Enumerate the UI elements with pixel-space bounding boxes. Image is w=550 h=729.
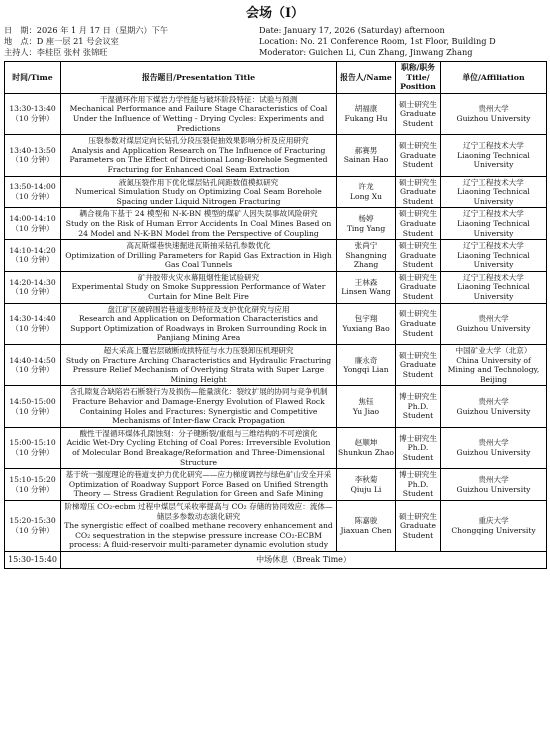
affiliation-cell — [441, 176, 547, 208]
speaker-zh: 张尚宁 — [354, 241, 378, 251]
position-en: Graduate Student — [399, 250, 437, 270]
table-row — [5, 208, 547, 240]
affiliation-cell — [441, 208, 547, 240]
title-cell — [61, 93, 337, 134]
position-en: Ph.D. Student — [402, 401, 434, 421]
title-zh: 基于统一强度理论的巷道支护力优化研究——应力梯度调控与绿色矿山安全开采 — [65, 470, 332, 480]
speaker-zh: 许龙 — [358, 182, 374, 192]
affiliation-zh: 辽宁工程技术大学 — [463, 241, 524, 251]
affiliation-zh: 贵州大学 — [478, 314, 509, 324]
title-en: Optimization of Roadway Support Force Based on Unified Strength Theory — Stress Gradient Regulation for Green and Safe Mining — [68, 479, 329, 499]
speaker-en: Ting Yang — [346, 223, 386, 233]
title-zh: 阶梯增压 CO₂-ecbm 过程中煤层气采收率提高与 CO₂ 存储的协同效应：流体—储层多参数动态演化研究 — [64, 501, 333, 521]
title-en: Experimental Study on Smoke Suppression Performance of Water Curtain for Mine Belt Fire — [71, 282, 326, 302]
duration: （10 分钟） — [11, 223, 54, 233]
speaker-zh: 陈嘉骏 — [354, 516, 378, 526]
title-cell — [61, 469, 337, 501]
position-en: Ph.D. Student — [402, 443, 434, 462]
speaker-en: Jiaxuan Chen — [340, 525, 392, 535]
affiliation-zh: 中国矿业大学（北京） — [455, 346, 532, 356]
title-en: The synergistic effect of coalbed methane recovery enhancement and CO₂ sequestration in the stepwise pressure increase CO₂-ECBM process: A fluid-reservoir multi-parameter dynamic evolution study — [64, 521, 333, 550]
speaker-en: Fukang Hu — [344, 113, 388, 123]
speaker-en: Sainan Hao — [343, 155, 389, 165]
title-zh: 高瓦斯煤巷快速掘进瓦斯抽采钻孔参数优化 — [126, 241, 271, 251]
title-cell — [61, 427, 337, 468]
time-cell — [5, 93, 61, 134]
speaker-en: Long Xu — [349, 191, 383, 201]
title-en: Optimization of Drilling Parameters for Rapid Gas Extraction in High Gas Coal Tunnels — [65, 250, 332, 270]
speaker-en: Yuxiang Bao — [342, 323, 390, 333]
position-cell — [396, 135, 441, 176]
title-cell — [61, 386, 337, 427]
time-cell — [5, 345, 61, 386]
position-zh: 硕士研究生 — [399, 241, 437, 251]
position-en: Graduate Student — [399, 187, 437, 206]
table-row — [5, 427, 547, 468]
schedule-table — [4, 61, 547, 569]
time-slot: 15:20-15:30 — [9, 516, 56, 526]
position-zh: 硕士研究生 — [399, 511, 437, 521]
speaker-cell — [337, 500, 396, 551]
title-en: Study on the Risk of Human Error Accidents In Coal Mines Based on 24 Model and N-K-BN Model from the Perspective of Coupling — [65, 218, 332, 238]
affiliation-en: Guizhou University — [456, 484, 531, 494]
title-cell — [61, 500, 337, 551]
table-row — [5, 135, 547, 176]
title-zh: 酸性干湿循环煤体孔隙蚀刻：分子键断裂/重组与三维结构的不可逆演化 — [79, 428, 318, 438]
title-en: Research and Application on Deformation Characteristics and Support Optimization of Roadways in Broken Surrounding Rock in Panjiang Mining Area — [70, 314, 327, 343]
duration: （10 分钟） — [11, 323, 54, 333]
duration: （10 分钟） — [11, 365, 54, 375]
title-zh: 压裂参数对煤层定向长钻孔分段压裂促抽效果影响分析及应用研究 — [88, 136, 309, 146]
time-slot: 13:40-13:50 — [9, 145, 56, 155]
time-cell — [5, 176, 61, 208]
time-slot: 15:10-15:20 — [9, 474, 56, 484]
affiliation-cell — [441, 303, 547, 344]
position-zh: 硕士研究生 — [399, 272, 437, 282]
speaker-cell — [337, 469, 396, 501]
title-zh: 耦合视角下基于 24 模型和 N-K-BN 模型的煤矿人因失误事故风险研究 — [79, 209, 318, 219]
position-zh: 硕士研究生 — [399, 177, 437, 187]
position-en: Graduate Student — [399, 319, 437, 338]
affiliation-en: Guizhou University — [456, 113, 531, 123]
session-info — [4, 25, 546, 58]
speaker-en: Yongqi Lian — [343, 365, 389, 375]
time-slot: 14:50-15:00 — [9, 397, 56, 406]
date-en: Date: January 17, 2026 (Saturday) afternoon — [259, 25, 445, 35]
table-row — [5, 303, 547, 344]
title-cell — [61, 240, 337, 272]
break-row — [5, 551, 547, 568]
title-en: Analysis and Application Research on The Influence of Fracturing Parameters on The Effect of Directional Long-Borehole Segmented Fracturing for Enhanced Coal Seam Extraction — [69, 145, 328, 174]
position-cell — [396, 208, 441, 240]
table-header-row — [5, 62, 547, 94]
affiliation-en: Guizhou University — [456, 406, 531, 416]
speaker-cell — [337, 303, 396, 344]
affiliation-cell — [441, 135, 547, 176]
position-cell — [396, 427, 441, 468]
duration: （10 分钟） — [11, 287, 54, 297]
speaker-en: Linsen Wang — [341, 287, 391, 297]
position-en: Graduate Student — [399, 218, 437, 238]
position-en: Graduate Student — [399, 109, 437, 128]
duration: （10 分钟） — [11, 255, 54, 265]
position-zh: 硕士研究生 — [399, 350, 437, 360]
title-cell — [61, 176, 337, 208]
affiliation-cell — [441, 240, 547, 272]
affiliation-cell — [441, 93, 547, 134]
title-zh: 超大采高上覆岩层破断成拱特征与水力压裂卸压机理研究 — [103, 346, 294, 356]
time-cell — [5, 427, 61, 468]
position-cell — [396, 93, 441, 134]
affiliation-en: Liaoning Technical University — [457, 187, 530, 206]
position-cell — [396, 271, 441, 303]
duration: （10 分钟） — [11, 525, 54, 535]
table-row — [5, 386, 547, 427]
time-cell — [5, 500, 61, 551]
time-cell — [5, 240, 61, 272]
break-time: 15:30-15:40 — [5, 551, 61, 568]
position-cell — [396, 345, 441, 386]
speaker-zh: 胡福康 — [354, 104, 378, 114]
speaker-en: Shunkun Zhao — [338, 447, 394, 457]
time-cell — [5, 208, 61, 240]
session-title: 会场（I） — [245, 6, 305, 21]
affiliation-cell — [441, 469, 547, 501]
position-zh: 硕士研究生 — [399, 209, 437, 219]
schedule-body — [5, 93, 547, 551]
affiliation-zh: 贵州大学 — [478, 397, 509, 406]
title-zh: 盘江矿区破碎围岩巷道变形特征及支护优化研究与应用 — [107, 304, 290, 314]
time-cell — [5, 469, 61, 501]
position-cell — [396, 303, 441, 344]
position-zh: 博士研究生 — [399, 433, 437, 443]
position-cell — [396, 176, 441, 208]
speaker-zh: 赵顺坤 — [354, 438, 378, 448]
position-en: Graduate Student — [399, 150, 437, 170]
position-en: Graduate Student — [399, 282, 437, 302]
speaker-cell — [337, 208, 396, 240]
table-row — [5, 93, 547, 134]
speaker-cell — [337, 93, 396, 134]
position-zh: 硕士研究生 — [399, 309, 437, 319]
affiliation-zh: 贵州大学 — [478, 474, 509, 484]
time-slot: 15:00-15:10 — [9, 438, 56, 448]
duration: （10 分钟） — [11, 484, 54, 494]
time-cell — [5, 303, 61, 344]
affiliation-zh: 贵州大学 — [478, 104, 509, 114]
time-slot: 14:40-14:50 — [9, 355, 56, 365]
title-en: Study on Fracture Arching Characteristics and Hydraulic Fracturing Pressure Relief Mechanism of Overlying Strata with Super Large Mining Height — [65, 355, 332, 384]
table-row — [5, 345, 547, 386]
affiliation-cell — [441, 271, 547, 303]
speaker-en: Qiuju Li — [350, 484, 382, 494]
affiliation-zh: 贵州大学 — [478, 438, 509, 448]
time-slot: 14:10-14:20 — [9, 245, 56, 255]
speaker-zh: 包宇翔 — [354, 314, 378, 324]
time-cell — [5, 135, 61, 176]
time-cell — [5, 271, 61, 303]
affiliation-en: Liaoning Technical University — [457, 150, 530, 170]
title-en: Mechanical Performance and Failure Stage Characteristics of Coal Under the Influence of Wetting - Drying Cycles: Experiments and Predictions — [69, 104, 328, 133]
position-en: Graduate Student — [399, 360, 437, 380]
table-row — [5, 469, 547, 501]
speaker-cell — [337, 271, 396, 303]
time-slot: 14:30-14:40 — [9, 314, 56, 324]
title-en: Numerical Simulation Study on Optimizing Coal Seam Borehole Spacing under Liquid Nitrogen Fracturing — [75, 187, 322, 206]
position-cell — [396, 386, 441, 427]
affiliation-cell — [441, 500, 547, 551]
time-slot: 13:50-14:00 — [9, 182, 56, 192]
affiliation-en: Liaoning Technical University — [457, 282, 530, 302]
location-zh: 地 点：D 座一层 21 号会议室 — [4, 36, 119, 46]
affiliation-cell — [441, 427, 547, 468]
position-en: Graduate Student — [399, 521, 437, 540]
affiliation-cell — [441, 386, 547, 427]
affiliation-zh: 重庆大学 — [478, 516, 509, 526]
session-info-en — [259, 25, 546, 58]
speaker-zh: 杨婷 — [358, 214, 374, 224]
time-slot: 14:20-14:30 — [9, 277, 56, 287]
affiliation-en: Guizhou University — [456, 323, 531, 333]
position-zh: 硕士研究生 — [399, 99, 437, 109]
title-cell — [61, 345, 337, 386]
affiliation-en: China University of Mining and Technology, Beijing — [447, 355, 540, 384]
speaker-cell — [337, 386, 396, 427]
title-cell — [61, 135, 337, 176]
break-label: 中场休息（Break Time） — [61, 551, 547, 568]
title-zh: 干湿循环作用下煤岩力学性能与破坏阶段特征：试验与预测 — [99, 94, 298, 104]
affiliation-zh: 辽宁工程技术大学 — [463, 177, 524, 187]
speaker-cell — [337, 176, 396, 208]
session-info-zh — [4, 25, 259, 58]
date-zh: 日 期：2026 年 1 月 17 日（星期六）下午 — [4, 25, 169, 35]
table-row — [5, 176, 547, 208]
table-row — [5, 500, 547, 551]
position-cell — [396, 240, 441, 272]
affiliation-en: Chongqing University — [451, 525, 536, 535]
affiliation-en: Guizhou University — [456, 447, 531, 457]
speaker-en: Shangning Zhang — [345, 250, 387, 270]
affiliation-cell — [441, 345, 547, 386]
title-zh: 含孔隙复合缺陷岩石断裂行为及损伤—能量演化：裂纹扩展的协同与竞争机制 — [69, 387, 328, 397]
header-speaker: 报告人/Name — [337, 62, 396, 94]
affiliation-en: Liaoning Technical University — [457, 218, 530, 238]
title-en: Acidic Wet-Dry Cycling Etching of Coal Pores: Irreversible Evolution of Molecular Bond Breakage/Reformation and Three-Dimensional Structure — [66, 438, 331, 467]
duration: （10 分钟） — [11, 191, 54, 201]
affiliation-zh: 辽宁工程技术大学 — [463, 209, 524, 219]
duration: （10 分钟） — [11, 155, 54, 165]
affiliation-en: Liaoning Technical University — [457, 250, 530, 270]
speaker-cell — [337, 345, 396, 386]
title-zh: 液氮压裂作用下优化煤层钻孔间距数值模拟研究 — [118, 177, 279, 187]
title-zh: 矿井胶带火灾水幕阻烟性能试验研究 — [137, 272, 260, 282]
header-affiliation: 单位/Affiliation — [441, 62, 547, 94]
location-en: Location: No. 21 Conference Room, 1st Floor, Building D — [259, 36, 496, 46]
time-slot: 14:00-14:10 — [9, 214, 56, 224]
speaker-cell — [337, 427, 396, 468]
speaker-zh: 廉永奇 — [354, 355, 378, 365]
header-title: 报告题目/Presentation Title — [61, 62, 337, 94]
speaker-cell — [337, 135, 396, 176]
affiliation-zh: 辽宁工程技术大学 — [463, 272, 524, 282]
header-position: 职称/职务 Title/ Position — [396, 62, 441, 94]
position-zh: 博士研究生 — [399, 392, 437, 402]
title-en: Fracture Behavior and Damage-Energy Evolution of Flawed Rock Containing Holes and Fractures: Synergistic and Competitive Mechanisms of Inter-flaw Crack Propagation — [72, 397, 325, 426]
moderator-en: Moderator: Guichen Li, Cun Zhang, Jinwang Zhang — [259, 47, 473, 57]
table-row — [5, 271, 547, 303]
moderator-zh: 主持人：李桂臣 张村 张锦旺 — [4, 47, 108, 57]
speaker-zh: 郝赛男 — [354, 145, 378, 155]
time-cell — [5, 386, 61, 427]
speaker-zh: 王林森 — [354, 277, 378, 287]
duration: （10 分钟） — [11, 406, 54, 416]
title-cell — [61, 208, 337, 240]
position-en: Ph.D. Student — [402, 479, 434, 499]
table-row — [5, 240, 547, 272]
affiliation-zh: 辽宁工程技术大学 — [463, 140, 524, 150]
position-zh: 博士研究生 — [399, 470, 437, 480]
duration: （10 分钟） — [11, 447, 54, 457]
speaker-en: Yu Jiao — [352, 406, 380, 416]
position-cell — [396, 469, 441, 501]
title-cell — [61, 271, 337, 303]
time-slot: 13:30-13:40 — [9, 104, 56, 114]
speaker-zh: 焦钰 — [358, 397, 374, 406]
speaker-cell — [337, 240, 396, 272]
title-cell — [61, 303, 337, 344]
speaker-zh: 李秋菊 — [354, 474, 378, 484]
duration: （10 分钟） — [11, 113, 54, 123]
header-time: 时间/Time — [5, 62, 61, 94]
position-zh: 硕士研究生 — [399, 140, 437, 150]
position-cell — [396, 500, 441, 551]
